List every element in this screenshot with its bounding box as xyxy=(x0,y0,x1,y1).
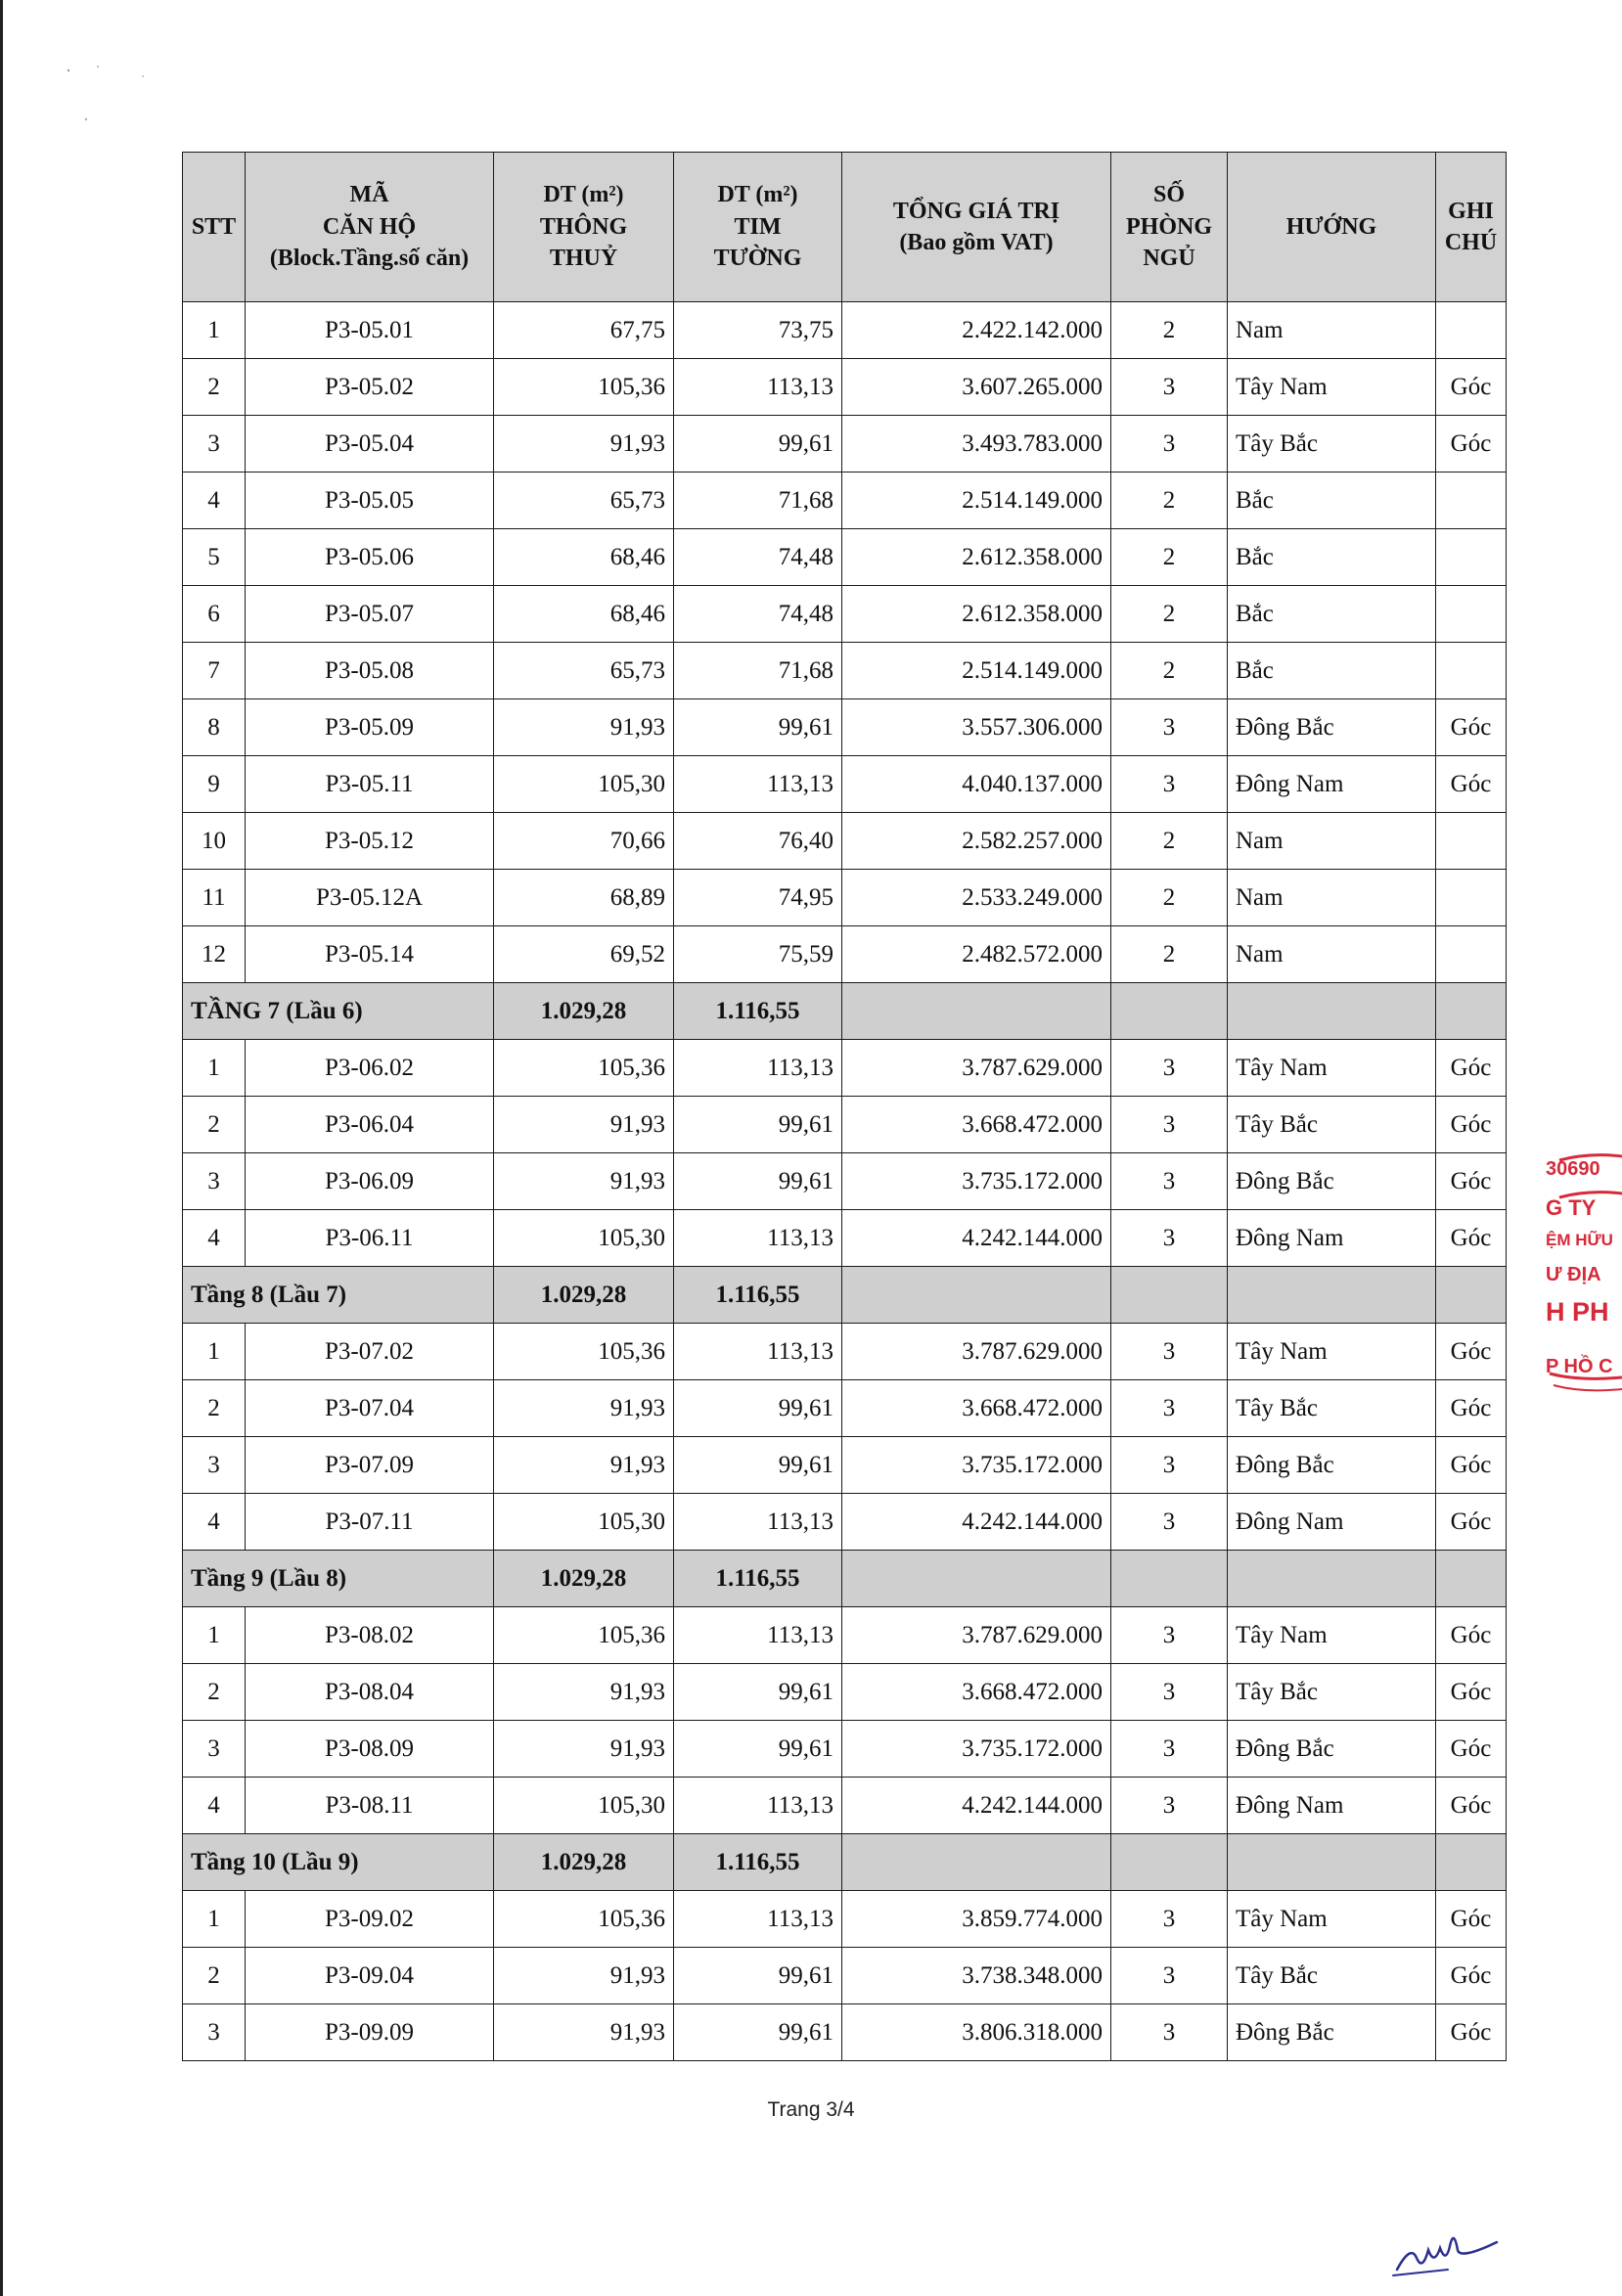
cell-area-thong-thuy: 91,93 xyxy=(494,1437,674,1494)
floor-total-tim-tuong: 1.116,55 xyxy=(674,1834,842,1891)
cell-total-price: 4.242.144.000 xyxy=(842,1494,1111,1551)
table-row xyxy=(183,529,1507,586)
cell-area-tim-tuong: 74,48 xyxy=(674,586,842,643)
cell-stt: 1 xyxy=(183,1040,246,1097)
cell-area-thong-thuy: 105,36 xyxy=(494,1891,674,1948)
cell-total-price: 2.612.358.000 xyxy=(842,529,1111,586)
cell-bedrooms: 2 xyxy=(1111,870,1228,926)
cell-total-price: 3.557.306.000 xyxy=(842,699,1111,756)
floor-empty-cell xyxy=(1111,983,1228,1040)
cell-area-thong-thuy: 91,93 xyxy=(494,1097,674,1153)
cell-apartment-code: P3-07.02 xyxy=(246,1324,494,1380)
cell-area-tim-tuong: 99,61 xyxy=(674,699,842,756)
cell-total-price: 3.787.629.000 xyxy=(842,1607,1111,1664)
table-row xyxy=(183,1153,1507,1210)
cell-direction: Nam xyxy=(1228,870,1436,926)
cell-area-thong-thuy: 68,89 xyxy=(494,870,674,926)
cell-note: Góc xyxy=(1436,1607,1507,1664)
apartment-price-table xyxy=(182,152,1507,2061)
stamp-text-line: H PH xyxy=(1546,1297,1609,1327)
cell-area-tim-tuong: 99,61 xyxy=(674,1721,842,1778)
cell-area-tim-tuong: 74,95 xyxy=(674,870,842,926)
cell-area-thong-thuy: 91,93 xyxy=(494,1721,674,1778)
cell-apartment-code: P3-05.05 xyxy=(246,473,494,529)
cell-area-thong-thuy: 91,93 xyxy=(494,1948,674,2004)
table-row xyxy=(183,1324,1507,1380)
cell-note: Góc xyxy=(1436,2004,1507,2061)
cell-total-price: 2.612.358.000 xyxy=(842,586,1111,643)
cell-area-tim-tuong: 113,13 xyxy=(674,1891,842,1948)
table-header xyxy=(183,153,1507,302)
cell-note: Góc xyxy=(1436,1891,1507,1948)
cell-total-price: 3.668.472.000 xyxy=(842,1380,1111,1437)
cell-stt: 3 xyxy=(183,2004,246,2061)
cell-area-thong-thuy: 68,46 xyxy=(494,586,674,643)
cell-area-tim-tuong: 74,48 xyxy=(674,529,842,586)
cell-total-price: 3.859.774.000 xyxy=(842,1891,1111,1948)
page-edge-line xyxy=(0,0,3,2296)
cell-stt: 10 xyxy=(183,813,246,870)
floor-empty-cell xyxy=(1111,1267,1228,1324)
floor-title: TẦNG 7 (Lầu 6) xyxy=(183,983,494,1040)
floor-empty-cell xyxy=(842,1551,1111,1607)
cell-bedrooms: 3 xyxy=(1111,416,1228,473)
cell-direction: Đông Nam xyxy=(1228,756,1436,813)
cell-note: Góc xyxy=(1436,699,1507,756)
cell-direction: Đông Nam xyxy=(1228,1494,1436,1551)
table-row xyxy=(183,1380,1507,1437)
cell-apartment-code: P3-05.01 xyxy=(246,302,494,359)
table-row xyxy=(183,1778,1507,1834)
cell-area-thong-thuy: 69,52 xyxy=(494,926,674,983)
cell-note: Góc xyxy=(1436,1324,1507,1380)
table-row xyxy=(183,586,1507,643)
table-row xyxy=(183,1494,1507,1551)
cell-area-thong-thuy: 68,46 xyxy=(494,529,674,586)
cell-area-tim-tuong: 99,61 xyxy=(674,1097,842,1153)
handwritten-signature xyxy=(1389,2221,1507,2279)
cell-note: Góc xyxy=(1436,1380,1507,1437)
header-stt: STT xyxy=(183,153,246,302)
stamp-text-line: P HỒ C xyxy=(1546,1356,1613,1377)
cell-note: Góc xyxy=(1436,756,1507,813)
cell-note: Góc xyxy=(1436,1210,1507,1267)
cell-total-price: 3.806.318.000 xyxy=(842,2004,1111,2061)
scan-speckles xyxy=(59,59,176,137)
cell-direction: Tây Nam xyxy=(1228,1040,1436,1097)
cell-direction: Đông Bắc xyxy=(1228,1153,1436,1210)
cell-area-tim-tuong: 99,61 xyxy=(674,1153,842,1210)
floor-empty-cell xyxy=(1228,1834,1436,1891)
floor-empty-cell xyxy=(1228,1267,1436,1324)
cell-bedrooms: 3 xyxy=(1111,359,1228,416)
cell-stt: 2 xyxy=(183,1948,246,2004)
floor-empty-cell xyxy=(1436,983,1507,1040)
cell-stt: 7 xyxy=(183,643,246,699)
cell-total-price: 2.514.149.000 xyxy=(842,473,1111,529)
cell-area-thong-thuy: 105,30 xyxy=(494,1210,674,1267)
cell-stt: 4 xyxy=(183,1494,246,1551)
cell-direction: Tây Nam xyxy=(1228,1607,1436,1664)
cell-stt: 1 xyxy=(183,302,246,359)
cell-apartment-code: P3-09.09 xyxy=(246,2004,494,2061)
cell-bedrooms: 3 xyxy=(1111,1040,1228,1097)
cell-area-tim-tuong: 99,61 xyxy=(674,1948,842,2004)
cell-direction: Đông Bắc xyxy=(1228,1437,1436,1494)
cell-total-price: 3.668.472.000 xyxy=(842,1664,1111,1721)
floor-empty-cell xyxy=(1111,1834,1228,1891)
cell-stt: 2 xyxy=(183,1380,246,1437)
cell-note: Góc xyxy=(1436,416,1507,473)
cell-apartment-code: P3-05.12 xyxy=(246,813,494,870)
cell-area-tim-tuong: 75,59 xyxy=(674,926,842,983)
cell-area-tim-tuong: 99,61 xyxy=(674,1380,842,1437)
cell-stt: 1 xyxy=(183,1324,246,1380)
cell-area-tim-tuong: 99,61 xyxy=(674,416,842,473)
cell-bedrooms: 3 xyxy=(1111,1948,1228,2004)
table-body xyxy=(183,302,1507,2061)
cell-direction: Bắc xyxy=(1228,529,1436,586)
cell-apartment-code: P3-05.02 xyxy=(246,359,494,416)
cell-note: Góc xyxy=(1436,1040,1507,1097)
cell-total-price: 4.242.144.000 xyxy=(842,1210,1111,1267)
table-row xyxy=(183,1948,1507,2004)
table-row xyxy=(183,756,1507,813)
cell-stt: 12 xyxy=(183,926,246,983)
table-row xyxy=(183,1721,1507,1778)
cell-bedrooms: 3 xyxy=(1111,699,1228,756)
cell-direction: Tây Bắc xyxy=(1228,416,1436,473)
cell-apartment-code: P3-05.07 xyxy=(246,586,494,643)
cell-note: Góc xyxy=(1436,1664,1507,1721)
cell-area-tim-tuong: 113,13 xyxy=(674,1778,842,1834)
cell-apartment-code: P3-06.11 xyxy=(246,1210,494,1267)
cell-apartment-code: P3-07.04 xyxy=(246,1380,494,1437)
cell-bedrooms: 3 xyxy=(1111,1380,1228,1437)
cell-direction: Tây Bắc xyxy=(1228,1948,1436,2004)
cell-note: Góc xyxy=(1436,1097,1507,1153)
cell-total-price: 3.738.348.000 xyxy=(842,1948,1111,2004)
table-row xyxy=(183,1040,1507,1097)
cell-apartment-code: P3-05.06 xyxy=(246,529,494,586)
cell-note xyxy=(1436,813,1507,870)
table-row xyxy=(183,359,1507,416)
table-row xyxy=(183,1664,1507,1721)
page-number: Trang 3/4 xyxy=(767,2098,855,2121)
cell-total-price: 2.422.142.000 xyxy=(842,302,1111,359)
cell-bedrooms: 3 xyxy=(1111,1778,1228,1834)
cell-stt: 2 xyxy=(183,359,246,416)
cell-apartment-code: P3-05.14 xyxy=(246,926,494,983)
cell-note xyxy=(1436,473,1507,529)
stamp-text-line: ỆM HỮU xyxy=(1546,1231,1613,1249)
cell-bedrooms: 2 xyxy=(1111,302,1228,359)
cell-total-price: 2.514.149.000 xyxy=(842,643,1111,699)
cell-direction: Tây Nam xyxy=(1228,359,1436,416)
cell-area-thong-thuy: 91,93 xyxy=(494,699,674,756)
cell-area-tim-tuong: 113,13 xyxy=(674,1324,842,1380)
floor-summary-row xyxy=(183,1267,1507,1324)
table-row xyxy=(183,302,1507,359)
cell-note xyxy=(1436,643,1507,699)
cell-apartment-code: P3-08.04 xyxy=(246,1664,494,1721)
cell-area-tim-tuong: 113,13 xyxy=(674,1040,842,1097)
floor-total-tim-tuong: 1.116,55 xyxy=(674,1267,842,1324)
table-row xyxy=(183,1210,1507,1267)
cell-direction: Bắc xyxy=(1228,473,1436,529)
header-dt-tim-tuong: DT (m²) TIM TƯỜNG xyxy=(674,153,842,302)
cell-note xyxy=(1436,926,1507,983)
cell-bedrooms: 2 xyxy=(1111,586,1228,643)
floor-total-thong-thuy: 1.029,28 xyxy=(494,1834,674,1891)
cell-area-thong-thuy: 65,73 xyxy=(494,473,674,529)
cell-area-thong-thuy: 105,30 xyxy=(494,756,674,813)
cell-bedrooms: 3 xyxy=(1111,1891,1228,1948)
cell-note: Góc xyxy=(1436,1721,1507,1778)
cell-area-tim-tuong: 73,75 xyxy=(674,302,842,359)
floor-summary-row xyxy=(183,983,1507,1040)
cell-area-thong-thuy: 91,93 xyxy=(494,416,674,473)
floor-total-thong-thuy: 1.029,28 xyxy=(494,983,674,1040)
cell-stt: 6 xyxy=(183,586,246,643)
cell-direction: Đông Nam xyxy=(1228,1210,1436,1267)
table-row xyxy=(183,1891,1507,1948)
cell-direction: Đông Nam xyxy=(1228,1778,1436,1834)
cell-area-tim-tuong: 99,61 xyxy=(674,1437,842,1494)
cell-stt: 3 xyxy=(183,1721,246,1778)
header-huong: HƯỚNG xyxy=(1228,153,1436,302)
cell-bedrooms: 2 xyxy=(1111,643,1228,699)
cell-total-price: 3.735.172.000 xyxy=(842,1437,1111,1494)
floor-total-tim-tuong: 1.116,55 xyxy=(674,1551,842,1607)
floor-empty-cell xyxy=(842,983,1111,1040)
cell-note xyxy=(1436,302,1507,359)
cell-total-price: 2.582.257.000 xyxy=(842,813,1111,870)
cell-apartment-code: P3-08.11 xyxy=(246,1778,494,1834)
floor-summary-row xyxy=(183,1834,1507,1891)
floor-empty-cell xyxy=(1111,1551,1228,1607)
cell-stt: 1 xyxy=(183,1607,246,1664)
cell-bedrooms: 3 xyxy=(1111,1210,1228,1267)
cell-direction: Nam xyxy=(1228,813,1436,870)
cell-area-thong-thuy: 91,93 xyxy=(494,1380,674,1437)
cell-stt: 3 xyxy=(183,1153,246,1210)
cell-stt: 2 xyxy=(183,1664,246,1721)
table-row xyxy=(183,2004,1507,2061)
cell-area-thong-thuy: 91,93 xyxy=(494,2004,674,2061)
cell-area-thong-thuy: 105,36 xyxy=(494,1040,674,1097)
cell-area-thong-thuy: 105,30 xyxy=(494,1494,674,1551)
cell-bedrooms: 3 xyxy=(1111,1494,1228,1551)
cell-apartment-code: P3-05.04 xyxy=(246,416,494,473)
cell-stt: 3 xyxy=(183,416,246,473)
floor-empty-cell xyxy=(1228,983,1436,1040)
cell-direction: Bắc xyxy=(1228,586,1436,643)
cell-apartment-code: P3-05.09 xyxy=(246,699,494,756)
company-stamp xyxy=(1540,1147,1622,1440)
cell-note: Góc xyxy=(1436,1494,1507,1551)
cell-note: Góc xyxy=(1436,359,1507,416)
cell-bedrooms: 3 xyxy=(1111,2004,1228,2061)
cell-total-price: 3.787.629.000 xyxy=(842,1324,1111,1380)
cell-bedrooms: 3 xyxy=(1111,1324,1228,1380)
cell-note: Góc xyxy=(1436,1948,1507,2004)
cell-apartment-code: P3-09.02 xyxy=(246,1891,494,1948)
cell-apartment-code: P3-07.11 xyxy=(246,1494,494,1551)
cell-bedrooms: 2 xyxy=(1111,473,1228,529)
floor-empty-cell xyxy=(842,1267,1111,1324)
cell-bedrooms: 3 xyxy=(1111,1153,1228,1210)
floor-title: Tầng 8 (Lầu 7) xyxy=(183,1267,494,1324)
cell-apartment-code: P3-08.09 xyxy=(246,1721,494,1778)
cell-area-tim-tuong: 76,40 xyxy=(674,813,842,870)
header-ghi-chu: GHI CHÚ xyxy=(1436,153,1507,302)
table-row xyxy=(183,643,1507,699)
floor-total-tim-tuong: 1.116,55 xyxy=(674,983,842,1040)
cell-direction: Tây Bắc xyxy=(1228,1664,1436,1721)
cell-bedrooms: 3 xyxy=(1111,1721,1228,1778)
stamp-text-line: G TY xyxy=(1546,1195,1597,1220)
floor-title: Tầng 9 (Lầu 8) xyxy=(183,1551,494,1607)
floor-total-thong-thuy: 1.029,28 xyxy=(494,1551,674,1607)
cell-total-price: 3.607.265.000 xyxy=(842,359,1111,416)
cell-total-price: 3.735.172.000 xyxy=(842,1721,1111,1778)
cell-direction: Tây Bắc xyxy=(1228,1380,1436,1437)
cell-bedrooms: 3 xyxy=(1111,756,1228,813)
cell-area-thong-thuy: 105,36 xyxy=(494,359,674,416)
cell-area-thong-thuy: 91,93 xyxy=(494,1153,674,1210)
cell-area-tim-tuong: 113,13 xyxy=(674,1607,842,1664)
cell-area-tim-tuong: 113,13 xyxy=(674,1494,842,1551)
cell-direction: Tây Nam xyxy=(1228,1891,1436,1948)
cell-total-price: 3.735.172.000 xyxy=(842,1153,1111,1210)
cell-total-price: 2.533.249.000 xyxy=(842,870,1111,926)
table-row xyxy=(183,870,1507,926)
cell-stt: 8 xyxy=(183,699,246,756)
cell-apartment-code: P3-05.08 xyxy=(246,643,494,699)
cell-direction: Tây Nam xyxy=(1228,1324,1436,1380)
cell-direction: Tây Bắc xyxy=(1228,1097,1436,1153)
floor-total-thong-thuy: 1.029,28 xyxy=(494,1267,674,1324)
cell-note: Góc xyxy=(1436,1778,1507,1834)
cell-stt: 1 xyxy=(183,1891,246,1948)
cell-apartment-code: P3-08.02 xyxy=(246,1607,494,1664)
cell-stt: 4 xyxy=(183,1778,246,1834)
floor-empty-cell xyxy=(1436,1267,1507,1324)
cell-note xyxy=(1436,586,1507,643)
cell-total-price: 2.482.572.000 xyxy=(842,926,1111,983)
cell-total-price: 4.040.137.000 xyxy=(842,756,1111,813)
stamp-text-line: Ư ĐỊA xyxy=(1546,1264,1601,1285)
cell-area-tim-tuong: 71,68 xyxy=(674,473,842,529)
cell-apartment-code: P3-06.02 xyxy=(246,1040,494,1097)
cell-stt: 4 xyxy=(183,473,246,529)
cell-bedrooms: 2 xyxy=(1111,926,1228,983)
table-row xyxy=(183,926,1507,983)
cell-bedrooms: 2 xyxy=(1111,813,1228,870)
cell-area-tim-tuong: 113,13 xyxy=(674,359,842,416)
cell-area-thong-thuy: 105,36 xyxy=(494,1324,674,1380)
cell-area-tim-tuong: 113,13 xyxy=(674,1210,842,1267)
cell-bedrooms: 2 xyxy=(1111,529,1228,586)
cell-area-thong-thuy: 91,93 xyxy=(494,1664,674,1721)
header-dt-thong-thuy: DT (m²) THÔNG THUỶ xyxy=(494,153,674,302)
cell-direction: Nam xyxy=(1228,302,1436,359)
cell-area-thong-thuy: 105,36 xyxy=(494,1607,674,1664)
floor-summary-row xyxy=(183,1551,1507,1607)
table-row xyxy=(183,699,1507,756)
cell-area-thong-thuy: 65,73 xyxy=(494,643,674,699)
cell-apartment-code: P3-05.11 xyxy=(246,756,494,813)
cell-direction: Bắc xyxy=(1228,643,1436,699)
cell-note xyxy=(1436,529,1507,586)
cell-apartment-code: P3-05.12A xyxy=(246,870,494,926)
cell-bedrooms: 3 xyxy=(1111,1607,1228,1664)
floor-empty-cell xyxy=(1228,1551,1436,1607)
cell-apartment-code: P3-06.09 xyxy=(246,1153,494,1210)
cell-stt: 4 xyxy=(183,1210,246,1267)
cell-stt: 11 xyxy=(183,870,246,926)
cell-area-tim-tuong: 71,68 xyxy=(674,643,842,699)
floor-empty-cell xyxy=(1436,1551,1507,1607)
cell-direction: Đông Bắc xyxy=(1228,699,1436,756)
cell-stt: 3 xyxy=(183,1437,246,1494)
cell-bedrooms: 3 xyxy=(1111,1664,1228,1721)
floor-empty-cell xyxy=(1436,1834,1507,1891)
cell-apartment-code: P3-06.04 xyxy=(246,1097,494,1153)
cell-apartment-code: P3-07.09 xyxy=(246,1437,494,1494)
cell-area-thong-thuy: 67,75 xyxy=(494,302,674,359)
cell-stt: 5 xyxy=(183,529,246,586)
cell-bedrooms: 3 xyxy=(1111,1097,1228,1153)
cell-apartment-code: P3-09.04 xyxy=(246,1948,494,2004)
header-so-phong-ngu: SỐ PHÒNG NGỦ xyxy=(1111,153,1228,302)
cell-note xyxy=(1436,870,1507,926)
floor-empty-cell xyxy=(842,1834,1111,1891)
cell-area-tim-tuong: 99,61 xyxy=(674,2004,842,2061)
cell-area-thong-thuy: 70,66 xyxy=(494,813,674,870)
cell-total-price: 4.242.144.000 xyxy=(842,1778,1111,1834)
table-row xyxy=(183,473,1507,529)
cell-area-tim-tuong: 99,61 xyxy=(674,1664,842,1721)
table-row xyxy=(183,813,1507,870)
table-row xyxy=(183,1437,1507,1494)
cell-direction: Đông Bắc xyxy=(1228,2004,1436,2061)
floor-title: Tầng 10 (Lầu 9) xyxy=(183,1834,494,1891)
table-row xyxy=(183,1097,1507,1153)
cell-stt: 9 xyxy=(183,756,246,813)
cell-note: Góc xyxy=(1436,1153,1507,1210)
cell-area-thong-thuy: 105,30 xyxy=(494,1778,674,1834)
table-row xyxy=(183,416,1507,473)
header-tong-gia-tri: TỔNG GIÁ TRỊ (Bao gồm VAT) xyxy=(842,153,1111,302)
header-ma-can-ho: MÃ CĂN HỘ (Block.Tầng.số căn) xyxy=(246,153,494,302)
table-row xyxy=(183,1607,1507,1664)
cell-area-tim-tuong: 113,13 xyxy=(674,756,842,813)
cell-total-price: 3.787.629.000 xyxy=(842,1040,1111,1097)
cell-bedrooms: 3 xyxy=(1111,1437,1228,1494)
cell-note: Góc xyxy=(1436,1437,1507,1494)
cell-direction: Nam xyxy=(1228,926,1436,983)
cell-total-price: 3.668.472.000 xyxy=(842,1097,1111,1153)
cell-direction: Đông Bắc xyxy=(1228,1721,1436,1778)
stamp-text-line: 30690 xyxy=(1546,1158,1600,1180)
cell-stt: 2 xyxy=(183,1097,246,1153)
cell-total-price: 3.493.783.000 xyxy=(842,416,1111,473)
